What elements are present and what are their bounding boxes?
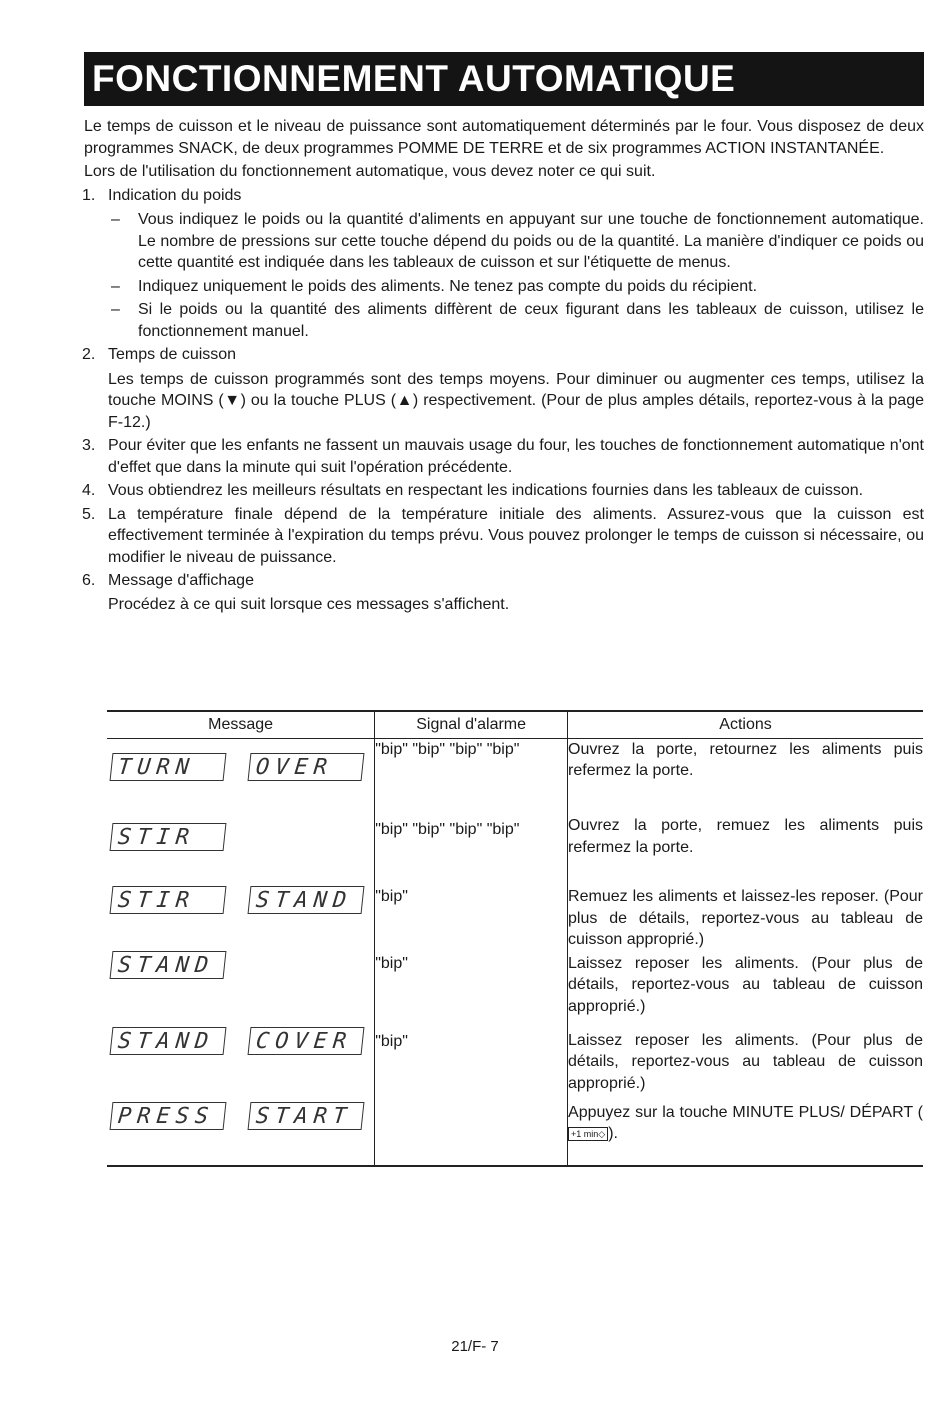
- lcd-display: STIR: [110, 823, 227, 851]
- item-text: La température finale dépend de la température initiale des aliments. Assurez-vous que la cuisson est effectivement terminée à l'expiration du temps prévu. Vous pouvez prolonger le temps de cuisson si nécessaire, ou modifier le niveau de puissance.: [108, 505, 924, 566]
- lcd-display: OVER: [248, 753, 365, 781]
- list-item-1: [84, 185, 924, 207]
- list-item-2: [84, 344, 924, 433]
- action-cell: Remuez les aliments et laissez-les reposer. (Pour plus de détails, reportez-vous au tableau de cuisson approprié.): [568, 888, 923, 948]
- item-number: 1.: [82, 186, 96, 204]
- action-cell: [568, 1100, 923, 1166]
- item-heading: Indication du poids: [108, 186, 242, 204]
- dash-item: [84, 276, 924, 298]
- message-cell: [107, 1100, 375, 1166]
- intro-paragraph: Le temps de cuisson et le niveau de puissance sont automatiquement déterminés par le four. Vous disposez de deux programmes SNACK, de deux programmes POMME DE TERRE et de six programmes ACTION INSTANTANÉE.: [84, 118, 924, 157]
- list-item-3: [84, 435, 924, 478]
- lcd-display: PRESS: [110, 1102, 227, 1130]
- table-row: [107, 738, 923, 806]
- signal-cell: "bip": [375, 878, 568, 951]
- message-cell: [107, 951, 375, 1025]
- message-cell: [107, 1025, 375, 1100]
- lcd-display: STAND: [248, 886, 365, 914]
- action-cell: Laissez reposer les aliments. (Pour plus de détails, reportez-vous au tableau de cuisson approprié.): [568, 1031, 923, 1092]
- item-text: Pour éviter que les enfants ne fassent un mauvais usage du four, les touches de fonctionnement automatique n'ont d'effet que dans la minute qui suit l'opération précédente.: [108, 437, 924, 476]
- list-item-4: [84, 480, 924, 502]
- header-signal: Signal d'alarme: [375, 711, 568, 738]
- list-item-6: [84, 570, 924, 615]
- action-text-end: ).: [608, 1125, 618, 1142]
- lcd-display: STIR: [110, 886, 227, 914]
- item-number: 5.: [82, 505, 96, 523]
- message-cell: [107, 738, 375, 806]
- page-title: FONCTIONNEMENT AUTOMATIQUE: [92, 58, 736, 99]
- dash-text: Vous indiquez le poids ou la quantité d'aliments en appuyant sur une touche de fonctionnement automatique. Le nombre de pressions sur cette touche dépend du poids ou de la quantité. La manière d'indiquer ce poids ou cette quantité est indiquée dans les tableaux de cuisson et sur l'étiquette de menus.: [138, 211, 924, 271]
- item-text: Les temps de cuisson programmés sont des temps moyens. Pour diminuer ou augmenter ces temps, utilisez la touche MOINS (▼) ou la touche PLUS (▲) respectivement. (Pour de plus amples détails, reportez-vous à la page F-12.): [108, 370, 924, 431]
- lead-paragraph: Lors de l'utilisation du fonctionnement automatique, vous devez noter ce qui suit.: [84, 163, 656, 180]
- dash-text: Indiquez uniquement le poids des aliments. Ne tenez pas compte du poids du récipient.: [138, 277, 758, 295]
- display-message-table: [107, 710, 923, 1167]
- header-actions: Actions: [568, 711, 923, 738]
- lcd-display: COVER: [248, 1027, 365, 1055]
- action-cell: Ouvrez la porte, retournez les aliments puis refermez la porte.: [568, 740, 923, 779]
- action-cell: Ouvrez la porte, remuez les aliments puis refermez la porte.: [568, 817, 923, 856]
- dash-item: [84, 209, 924, 274]
- title-banner: [84, 52, 924, 106]
- signal-cell: "bip": [375, 1025, 568, 1100]
- message-cell: [107, 878, 375, 951]
- page-number: 21/F- 7: [451, 1338, 499, 1355]
- lcd-display: START: [248, 1102, 365, 1130]
- lcd-display: STAND: [110, 951, 227, 979]
- item-text: Vous obtiendrez les meilleurs résultats en respectant les indications fournies dans les tableaux de cuisson.: [108, 482, 864, 499]
- dash-bullet: –: [111, 301, 120, 318]
- message-cell: [107, 806, 375, 878]
- table-row: [107, 806, 923, 878]
- dash-bullet: –: [111, 277, 120, 295]
- lcd-display: STAND: [110, 1027, 227, 1055]
- lcd-display: TURN: [110, 753, 227, 781]
- action-cell: Laissez reposer les aliments. (Pour plus de détails, reportez-vous au tableau de cuisson approprié.): [568, 954, 923, 1015]
- item-number: 3.: [82, 437, 96, 454]
- dash-text: Si le poids ou la quantité des aliments diffèrent de ceux figurant dans les tableaux de cuisson, utilisez le fonctionnement manuel.: [138, 301, 924, 340]
- dash-bullet: –: [111, 211, 120, 228]
- item-number: 2.: [82, 346, 96, 363]
- table-row: [107, 878, 923, 951]
- body-text: [84, 116, 924, 615]
- signal-cell: [375, 1100, 568, 1166]
- action-text: Appuyez sur la touche MINUTE PLUS/ DÉPART (: [568, 1103, 923, 1121]
- item-number: 4.: [82, 482, 96, 499]
- table-header-row: [107, 711, 923, 738]
- table-row: [107, 1025, 923, 1100]
- signal-cell: "bip" "bip" "bip" "bip": [375, 738, 568, 806]
- item-text: Procédez à ce qui suit lorsque ces messages s'affichent.: [108, 595, 510, 613]
- table-row: [107, 951, 923, 1025]
- item-number: 6.: [82, 572, 96, 589]
- signal-cell: "bip": [375, 951, 568, 1025]
- header-message: Message: [107, 711, 375, 738]
- table-row: [107, 1100, 923, 1166]
- item-heading: Temps de cuisson: [108, 346, 237, 363]
- signal-cell: "bip" "bip" "bip" "bip": [375, 806, 568, 878]
- minute-plus-key-icon: +1 min◇: [568, 1127, 608, 1141]
- list-item-5: [84, 504, 924, 569]
- dash-item: [84, 299, 924, 342]
- item-heading: Message d'affichage: [108, 572, 254, 589]
